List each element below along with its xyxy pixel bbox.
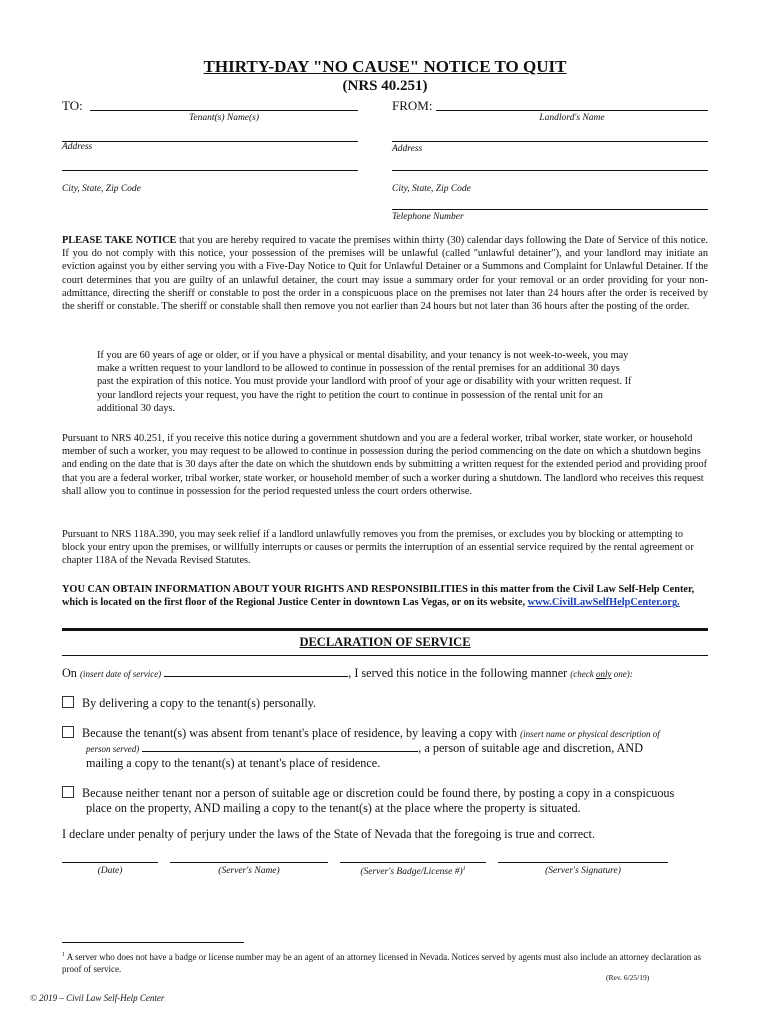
check-hint: [570, 669, 632, 679]
service-date-row: [62, 666, 722, 682]
option-personal-checkbox[interactable]: [62, 696, 74, 708]
server-badge-field[interactable]: [340, 862, 486, 863]
option-personal-label: By delivering a copy to the tenant(s) personally.: [82, 696, 317, 710]
option-posting-label: Because neither tenant nor a person of suitable age or discretion could be found there, by posting a copy in a conspicuous: [82, 786, 675, 800]
option-absent-tail: , a person of suitable age and discretion, AND: [418, 741, 644, 755]
service-date-field[interactable]: [164, 666, 348, 677]
person-served-field[interactable]: [142, 741, 418, 752]
landlord-address-caption: Address: [392, 144, 423, 154]
check-hint-pre: (check: [570, 669, 596, 679]
footnote: [62, 949, 708, 975]
shutdown-paragraph: Pursuant to NRS 40.251, if you receive this notice during a government shutdown and you are a federal worker, tribal worker, state worker, or household member of such a worker, you may request to be allowed to continue in possession during the period commencing on the date on which a shutdown begins and ending on the date that is 30 days after the date on which the shutdown ends by submitting a written request for the extended period and providing proof that you are a federal worker, tribal worker, state worker, or household member of such a worker during a shutdown. The landlord who receives this request shall allow you to continue in possession for the period requested unless the court orders otherwise.: [62, 433, 708, 497]
server-name-field[interactable]: [170, 862, 328, 863]
landlord-name-field[interactable]: [436, 110, 708, 111]
option-absent-line2: [86, 741, 706, 757]
tenant-address-field[interactable]: [62, 141, 358, 142]
notice-paragraph: [62, 234, 708, 313]
declaration-title: DECLARATION OF SERVICE: [299, 635, 471, 649]
landlord-phone-caption: Telephone Number: [392, 212, 464, 222]
server-signature-caption: (Server's Signature): [545, 866, 621, 876]
declaration-rule: [62, 655, 708, 656]
tenant-city-field[interactable]: [62, 170, 358, 171]
option-absent-label: Because the tenant(s) was absent from tenant's place of residence, by leaving a copy with: [82, 726, 521, 740]
landlord-city-field[interactable]: [392, 170, 708, 171]
option-posting-checkbox[interactable]: [62, 786, 74, 798]
tenant-name-caption: Tenant(s) Name(s): [188, 113, 260, 123]
footnote-number: 1: [62, 952, 65, 958]
on-label: On: [62, 666, 80, 680]
date-hint: (insert date of service): [79, 669, 162, 679]
server-badge-text: (Server's Badge/License #): [360, 867, 463, 878]
footnote-rule: [62, 942, 244, 943]
page-title: THIRTY-DAY "NO CAUSE" NOTICE TO QUIT: [203, 57, 567, 76]
to-label: TO:: [62, 98, 83, 113]
tenant-address-caption: Address: [62, 142, 93, 152]
tenant-name-field[interactable]: [90, 110, 358, 111]
senior-paragraph: If you are 60 years of age or older, or if you have a physical or mental disability, and your tenancy is not week-to-week, you may make a written request to your landlord to be allowed to continue in possession of the rental premises for an additional 30 days past the expiration of this notice. You must provide your landlord with proof of your age or disability with your written request. If your landlord rejects your request, you have the right to petition the court to continue in possession of the rental unit for an additional 30 days.: [97, 350, 632, 414]
option-absent-line3: mailing a copy to the tenant(s) at tenant's place of residence.: [86, 756, 381, 770]
server-signature-field[interactable]: [498, 862, 668, 863]
tenant-city-caption: City, State, Zip Code: [62, 184, 141, 194]
option-absent-checkbox[interactable]: [62, 726, 74, 738]
check-hint-post: one):: [611, 669, 633, 679]
option-absent-hint: (insert name or physical description of: [520, 729, 660, 739]
option-absent-hint2: person served): [86, 744, 140, 754]
notice-text: that you are hereby required to vacate the premises within thirty (30) calendar days following the Date of Service of this notice. If you do not comply with this notice, your possession of the premises will be unlawful (called "unlawful detainer"), and your landlord may initiate an eviction against you by either serving you with a Five-Day Notice to Quit for Unlawful Detainer or a Summons and Complaint for Unlawful Detainer. If the court determines that you are guilty of an unlawful detainer, the court may issue a summary order for your removal or an order providing for your non-admittance, directing the sheriff or constable to post the order in a conspicuous place on the premises not later than 24 hours after the order is received by the sheriff or constable. The sheriff or constable shall then remove you not earlier than 24 hours but not later than 36 hours after the posting of the order.: [62, 235, 709, 313]
server-badge-caption: [340, 866, 486, 877]
section-divider: [62, 628, 708, 631]
served-text: , I served this notice in the following manner: [348, 666, 571, 680]
info-text: YOU CAN OBTAIN INFORMATION ABOUT YOUR RIGHTS AND RESPONSIBILITIES in this matter from the Civil Law Self-Help Center, which is located on the first floor of the Regional Justice Center in downtown Las Vegas, or on its website,: [62, 584, 695, 609]
landlord-name-caption: Landlord's Name: [539, 113, 605, 123]
option-posting: [62, 786, 722, 801]
revision-date: (Rev. 6/25/19): [606, 973, 650, 982]
date-caption: (Date): [97, 866, 123, 876]
notice-lead: PLEASE TAKE NOTICE: [62, 235, 177, 246]
badge-footnote-ref: 1: [462, 866, 466, 872]
server-name-caption: (Server's Name): [218, 866, 280, 876]
landlord-city-caption: City, State, Zip Code: [392, 184, 471, 194]
option-posting-line2: place on the property, AND mailing a copy to the tenant(s) at the place where the property is situated.: [86, 801, 581, 815]
landlord-address-field[interactable]: [392, 141, 708, 142]
check-hint-only: only: [596, 669, 612, 679]
relief-paragraph: Pursuant to NRS 118A.390, you may seek relief if a landlord unlawfully removes you from the premises, or excludes you by blocking or attempting to block your entry upon the premises, or willfully interrupts or causes or permits the interruption of an essential service required by the rental agreement or chapter 118A of the Nevada Revised Statutes.: [62, 529, 694, 567]
info-paragraph: [62, 583, 708, 610]
copyright: © 2019 – Civil Law Self-Help Center: [30, 993, 165, 1003]
from-label: FROM:: [392, 98, 433, 113]
option-personal: [62, 696, 708, 711]
option-absent: [62, 726, 708, 742]
footnote-text: A server who does not have a badge or license number may be an agent of an attorney licensed in Nevada. Notices served by agents must also include an attorney declaration as proof of service.: [62, 952, 702, 974]
landlord-phone-field[interactable]: [392, 209, 708, 210]
penalty-statement: I declare under penalty of perjury under the laws of the State of Nevada that the foregoing is true and correct.: [62, 827, 595, 841]
help-center-link[interactable]: www.CivilLawSelfHelpCenter.org.: [527, 597, 680, 609]
page-subtitle: (NRS 40.251): [342, 78, 428, 94]
date-signature-field[interactable]: [62, 862, 158, 863]
